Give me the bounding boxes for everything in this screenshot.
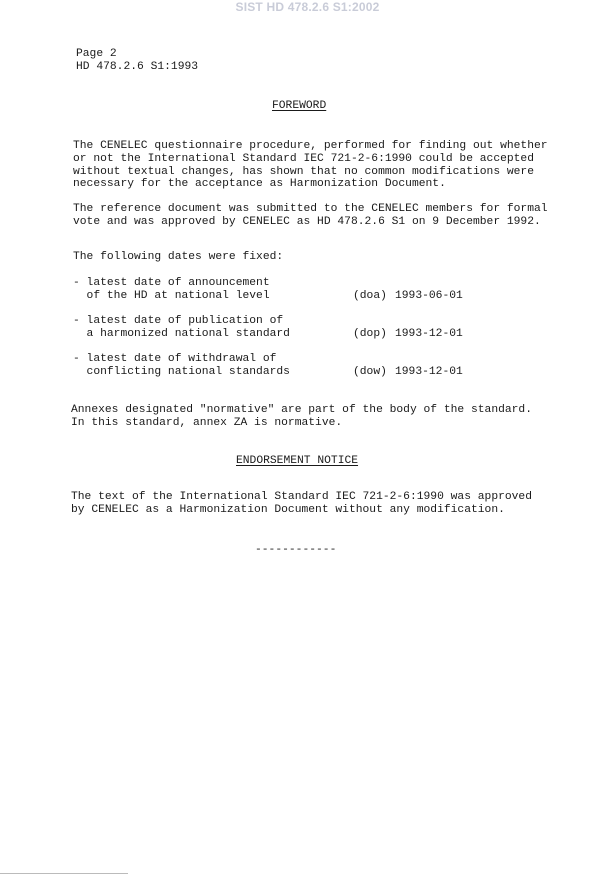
- date-abbreviation: (dop): [353, 328, 387, 340]
- watermark: SIST HD 478.2.6 S1:2002: [235, 0, 380, 14]
- footer-rule: [0, 873, 128, 874]
- endorsement-text: The text of the International Standard IEC 721-2-6:1990 was approved by CENELEC as a Harmonization Document without any modification.: [71, 491, 532, 516]
- annex-note: Annexes designated "normative" are part of the body of the standard. In this standard, annex ZA is normative.: [71, 404, 532, 429]
- date-value: 1993-06-01: [395, 290, 463, 302]
- date-description: - latest date of publication of a harmonized national standard: [73, 315, 290, 340]
- document-id: HD 478.2.6 S1:1993: [76, 61, 199, 73]
- endorsement-heading: ENDORSEMENT NOTICE: [236, 455, 359, 467]
- page-header: [76, 48, 198, 74]
- date-value: 1993-12-01: [395, 328, 463, 340]
- date-abbreviation: (doa): [353, 290, 387, 302]
- foreword-paragraph-2: The reference document was submitted to the CENELEC members for formal vote and was approved by CENELEC as HD 478.2.6 S1 on 9 December 1992.: [73, 203, 548, 228]
- date-item-dop: [73, 315, 463, 341]
- date-value: 1993-12-01: [395, 366, 463, 378]
- foreword-heading: FOREWORD: [272, 100, 327, 112]
- page-number: Page 2: [76, 48, 117, 60]
- date-item-dow: [73, 353, 463, 379]
- date-item-doa: [73, 277, 463, 303]
- foreword-paragraph-1: The CENELEC questionnaire procedure, performed for finding out whether or not the International Standard IEC 721-2-6:1990 could be accepted without textual changes, has shown that no common modifications were necessary for the acceptance as Harmonization Document.: [73, 140, 548, 191]
- date-description: - latest date of withdrawal of conflicting national standards: [73, 353, 290, 378]
- end-marker: ------------: [255, 544, 337, 556]
- date-description: - latest date of announcement of the HD at national level: [73, 277, 270, 302]
- dates-intro: The following dates were fixed:: [73, 251, 284, 263]
- date-abbreviation: (dow): [353, 366, 387, 378]
